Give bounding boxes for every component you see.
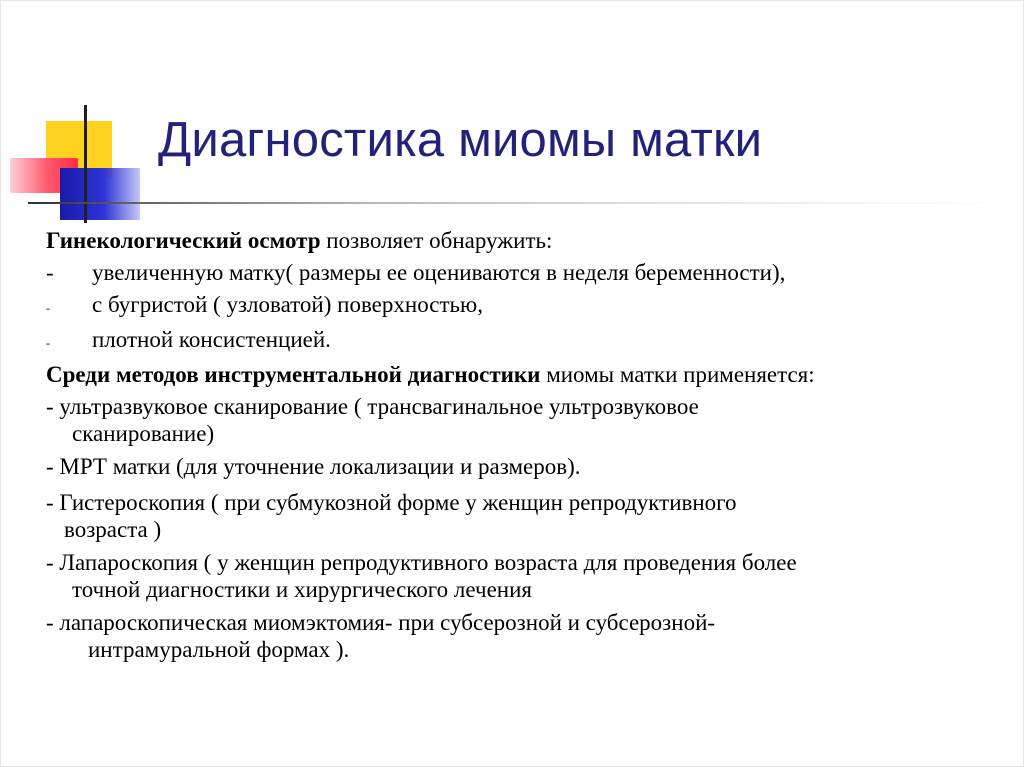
- dash-marker: -: [46, 336, 50, 350]
- method-line1: - ультразвуковое сканирование ( трансвагинальное ультрозвуковое: [46, 394, 699, 419]
- exam-item: [46, 290, 1016, 323]
- exam-heading: [46, 226, 1016, 256]
- logo-vertical-line: [84, 105, 87, 223]
- method-item: [46, 608, 1016, 662]
- instrumental-heading: [46, 360, 1016, 390]
- method-item: [46, 392, 1016, 446]
- exam-item: [46, 258, 1016, 288]
- method-line1: - МРТ матки (для уточнение локализации и размеров).: [46, 454, 581, 479]
- exam-item-text: с бугристой ( узловатой) поверхностью,: [92, 292, 483, 317]
- method-item: [46, 452, 1016, 482]
- method-line2: интрамуральной формах ).: [88, 637, 350, 662]
- dash-marker: -: [46, 260, 54, 285]
- method-item: [46, 548, 1016, 602]
- exam-item: [46, 325, 1016, 358]
- method-line1: - Лапароскопия ( у женщин репродуктивного возраста для проведения более: [46, 550, 797, 575]
- method-line2: точной диагностики и хирургического лечения: [72, 577, 532, 602]
- title-underline: [28, 202, 1008, 204]
- dash-marker: -: [46, 301, 50, 315]
- logo-blue-square: [60, 168, 140, 220]
- exam-heading-bold: Гинекологический осмотр: [46, 228, 321, 253]
- method-line1: - лапароскопическая миомэктомия- при субсерозной и субсерозной-: [46, 610, 716, 635]
- method-line2: сканирование): [72, 421, 215, 446]
- slide-body: [46, 226, 1016, 662]
- exam-heading-rest: позволяет обнаружить:: [320, 228, 553, 253]
- method-line1: - Гистероскопия ( при субмукозной форме у женщин репродуктивного: [46, 490, 737, 515]
- exam-item-text: плотной консистенцией.: [92, 327, 331, 352]
- exam-item-text: увеличенную матку( размеры ее оцениваются в неделя беременности),: [92, 260, 786, 285]
- instrumental-heading-bold: Среди методов инструментальной диагностики: [46, 362, 541, 387]
- slide-title: Диагностика миомы матки: [158, 113, 763, 167]
- method-line2: возраста ): [64, 517, 162, 542]
- instrumental-heading-rest: миомы матки применяется:: [540, 362, 815, 387]
- method-item: [46, 488, 1016, 542]
